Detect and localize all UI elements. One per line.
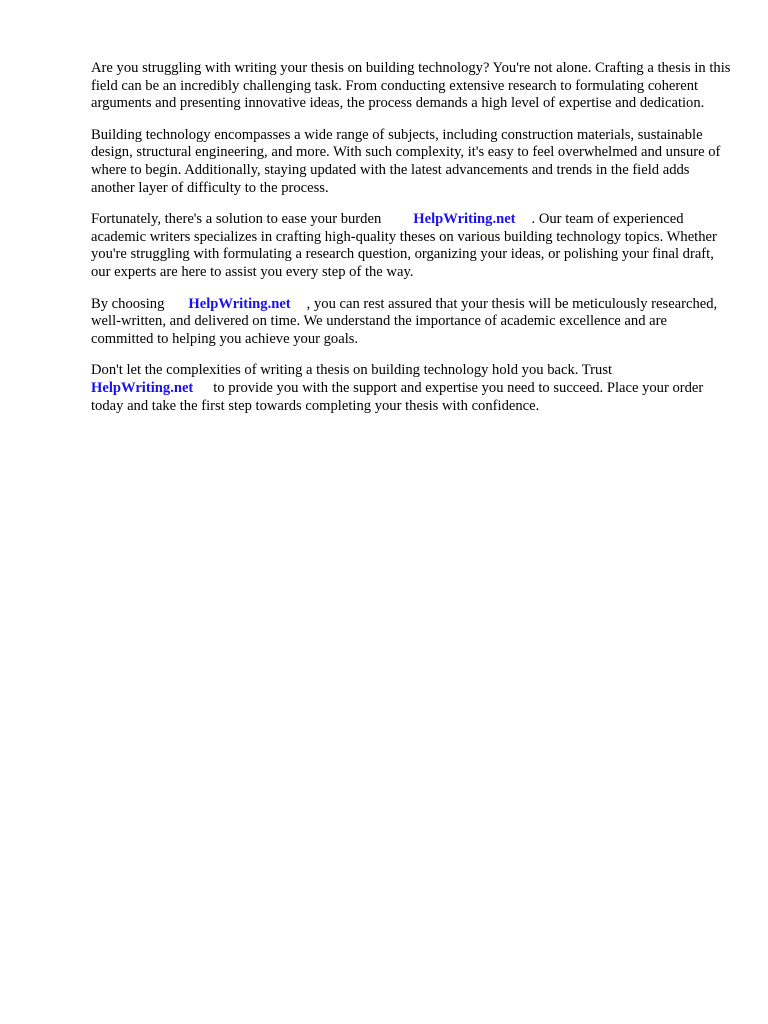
paragraph-closing	[91, 362, 731, 415]
document-body	[91, 60, 731, 429]
helpwriting-link-1[interactable]: HelpWriting.net	[413, 211, 516, 228]
paragraph-choosing-lead: By choosing	[91, 295, 165, 312]
helpwriting-link-3[interactable]: HelpWriting.net	[91, 379, 194, 396]
paragraph-closing-rest: to provide you with the support and expertise you need to succeed. Place your order today and take the first step towards completing your thesis with confidence.	[91, 379, 704, 414]
paragraph-closing-lead: Don't let the complexities of writing a thesis on building technology hold you back. Trust	[91, 362, 613, 379]
paragraph-intro: Are you struggling with writing your thesis on building technology? You're not alone. Crafting a thesis in this field can be an incredibly challenging task. From conducting extensive research to formulating coherent arguments and presenting innovative ideas, the process demands a high level of expertise and dedication.	[91, 60, 731, 112]
paragraph-scope: Building technology encompasses a wide range of subjects, including construction materials, sustainable design, structural engineering, and more. With such complexity, it's easy to feel overwhelmed and unsure of where to begin. Additionally, staying updated with the latest advancements and trends in the field adds another layer of difficulty to the process.	[91, 126, 721, 196]
paragraph-solution	[91, 211, 731, 281]
paragraph-choosing	[91, 296, 731, 349]
helpwriting-link-2[interactable]: HelpWriting.net	[188, 295, 291, 312]
paragraph-choosing-rest: , you can rest assured that your thesis will be meticulously researched, well-written, and delivered on time. We understand the importance of academic excellence and are committed to helping you achieve your goals.	[91, 295, 718, 347]
paragraph-solution-rest: . Our team of experienced academic writers specializes in crafting high-quality theses on various building technology topics. Whether you're struggling with formulating a research question, organizing your ideas, or polishing your final draft, our experts are here to assist you every step of the way.	[91, 211, 717, 280]
paragraph-solution-lead: Fortunately, there's a solution to ease your burden	[91, 211, 382, 228]
